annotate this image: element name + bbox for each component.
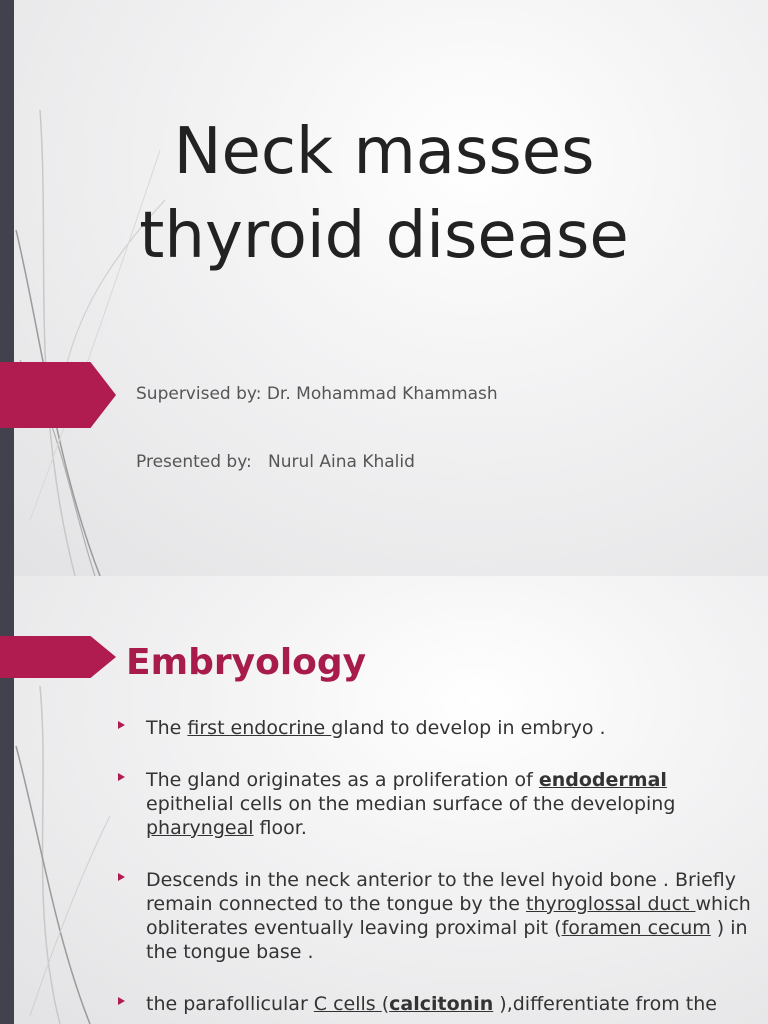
title-line-2: thyroid disease [139,199,629,273]
bullet-list [118,716,758,1024]
slide-heading: Embryology [126,642,367,683]
title-line-1: Neck masses [173,115,595,189]
bullet-item: The gland originates as a proliferation of endodermal epithelial cells on the median surface of the developing pharyngeal floor. [118,768,758,840]
bullet-item: The first endocrine gland to develop in embryo . [118,716,758,740]
embryology-slide [0,576,768,1024]
decorative-curves [0,0,200,576]
supervised-by: Supervised by: Dr. Mohammad Khammash [136,384,498,404]
presented-by: Presented by: Nurul Aina Khalid [136,452,415,472]
left-accent-bar [0,0,14,576]
bullet-item: Descends in the neck anterior to the level hyoid bone . Briefly remain connected to the tongue by the thyroglossal duct which obliterates eventually leaving proximal pit (foramen cecum ) in the tongue base . [118,868,758,964]
bullet-item: the parafollicular C cells (calcitonin ),differentiate from the [118,992,758,1016]
